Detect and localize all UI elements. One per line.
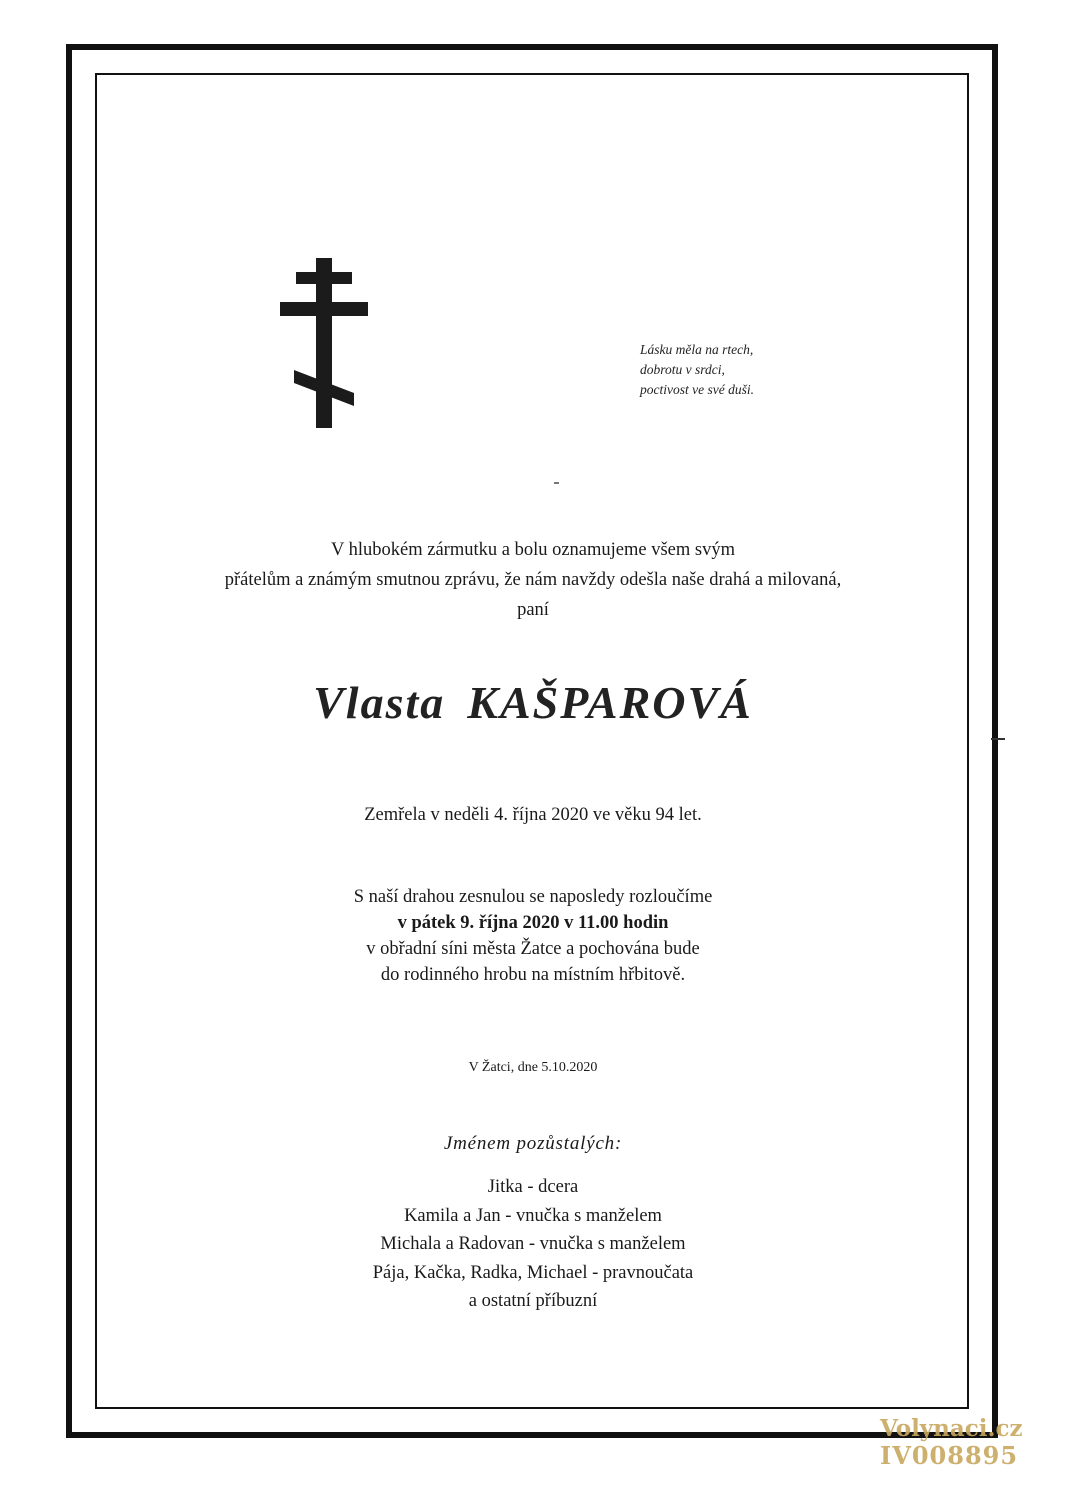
- farewell-line: do rodinného hrobu na místním hřbitově.: [380, 965, 686, 985]
- mourners-list: [100, 1173, 966, 1316]
- farewell-line: v obřadní síni města Žatce a pochována bude: [366, 939, 700, 959]
- mourner-item: a ostatní příbuzní: [468, 1291, 598, 1311]
- intro-line: paní: [517, 600, 549, 620]
- mourner-item: Jitka - dcera: [487, 1177, 579, 1197]
- funeral-date-time: v pátek 9. října 2020 v 11.00 hodin: [397, 913, 669, 933]
- orthodox-cross-icon: [276, 258, 372, 428]
- mourner-item: Pája, Kačka, Radka, Michael - pravnoučata: [372, 1262, 694, 1283]
- on-behalf-heading: Jménem pozůstalých:: [443, 1133, 623, 1154]
- announcement-intro: [100, 535, 966, 625]
- motto: [640, 340, 754, 400]
- watermark-site: Volynaci.cz: [880, 1415, 1023, 1442]
- motto-line: poctivost ve své duši.: [640, 382, 754, 397]
- deceased-first-name: Vlasta: [313, 677, 446, 728]
- farewell-line: S naší drahou zesnulou se naposledy rozloučíme: [353, 887, 713, 907]
- fold-mark: [991, 738, 1005, 740]
- intro-line: V hlubokém zármutku a bolu oznamujeme všem svým: [330, 540, 735, 560]
- scan-speck: [554, 482, 559, 484]
- place-and-date: V Žatci, dne 5.10.2020: [468, 1060, 598, 1075]
- funeral-details: [100, 884, 966, 988]
- mourner-item: Kamila a Jan - vnučka s manželem: [404, 1205, 662, 1226]
- deceased-surname: KAŠPAROVÁ: [467, 677, 753, 728]
- watermark-code: IV008895: [880, 1441, 1019, 1470]
- intro-line: přátelům a známým smutnou zprávu, že nám navždy odešla naše drahá a milovaná,: [224, 570, 842, 590]
- deceased-name: [100, 676, 966, 729]
- mourner-item: Michala a Radovan - vnučka s manželem: [380, 1234, 686, 1254]
- motto-line: Lásku měla na rtech,: [640, 342, 754, 357]
- watermark: [880, 1415, 1023, 1469]
- death-notice: Zemřela v neděli 4. října 2020 ve věku 94 let.: [364, 805, 702, 825]
- motto-line: dobrotu v srdci,: [640, 362, 725, 377]
